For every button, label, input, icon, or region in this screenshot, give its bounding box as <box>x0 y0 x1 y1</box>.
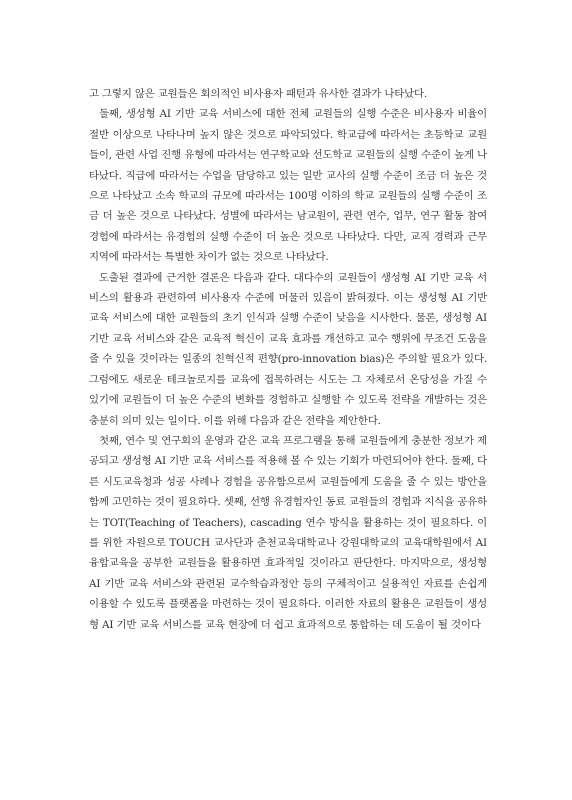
paragraph-1: 고 그렇지 않은 교원들은 회의적인 비사용자 패턴과 유사한 결과가 나타났다. <box>89 88 428 100</box>
paragraph-3: 도출된 결과에 근거한 결론은 다음과 같다. 대다수의 교원들이 생성형 AI 기반 교육 서비스의 활용과 관련하여 비사용자 수준에 머물러 있음이 밝혀졌다. 이는 생성형 AI 기반 교육 서비스에 대한 교원들의 초기 인식과 실행 수준이 낮음을 시사한다. 물론, 생성형 AI 기반 교육 서비스와 같은 교육적 혁신이 교육 효과를 개선하고 교수 행위에 무조건 도움을 줄 수 있을 것이라는 일종의 친혁신적 편향(pro-innovation bias)은 주의할 필요가 있다. 그럼에도 새로운 테크놀로지를 교육에 접목하려는 시도는 그 자체로서 온당성을 가질 수 있기에 교원들이 더 높은 수준의 변화를 경험하고 실행할 수 있도록 전략을 개발하는 것은 충분히 의미 있는 일이다. 이를 위해 다음과 같은 전략을 제안한다. <box>89 271 487 427</box>
document-body <box>89 84 487 635</box>
paragraph-4: 첫째, 연수 및 연구회의 운영과 같은 교육 프로그램을 통해 교원들에게 충분한 정보가 제공되고 생성형 AI 기반 교육 서비스를 적용해 볼 수 있는 기회가 마련되어야 한다. 둘째, 다른 시도교육청과 성공 사례나 경험을 공유함으로써 교원들에게 도움을 줄 수 있는 방안을 함께 고민하는 것이 필요하다. 셋째, 선행 유경험자인 동료 교원들의 경험과 지식을 공유하는 TOT(Teaching of Teachers), cascading 연수 방식을 활용하는 것이 필요하다. 이를 위한 자원으로 TOUCH 교사단과 춘천교육대학교나 강원대학교의 교육대학원에서 AI융합교육을 공부한 교원들을 활용하면 효과적일 것이라고 판단한다. 마지막으로, 생성형 AI 기반 교육 서비스와 관련된 교수학습과정안 등의 구체적이고 실용적인 자료를 손쉽게 이용할 수 있도록 플랫폼을 마련하는 것이 필요하다. 이러한 자료의 활용은 교원들이 생성형 AI 기반 교육 서비스를 교육 현장에 더 쉽고 효과적으로 통합하는 데 도움이 될 것이다 <box>89 434 487 631</box>
paragraph-2: 둘째, 생성형 AI 기반 교육 서비스에 대한 전체 교원들의 실행 수준은 비사용자 비율이 절반 이상으로 나타나며 높지 않은 것으로 파악되었다. 학교급에 따라서는 초등학교 교원들이, 관련 사업 진행 유형에 따라서는 연구학교와 선도학교 교원들의 실행 수준이 높게 나타났다. 직급에 따라서는 수업을 담당하고 있는 일반 교사의 실행 수준이 조금 더 높은 것으로 나타났고 소속 학교의 규모에 따라서는 100명 이하의 학교 교원들의 실행 수준이 조금 더 높은 것으로 나타났다. 성별에 따라서는 남교원이, 관련 연수, 업무, 연구 활동 참여 경험에 따라서는 유경험의 실행 수준이 더 높은 것으로 나타났다. 다만, 교직 경력과 근무 지역에 따라서는 특별한 차이가 없는 것으로 나타났다. <box>89 108 487 264</box>
